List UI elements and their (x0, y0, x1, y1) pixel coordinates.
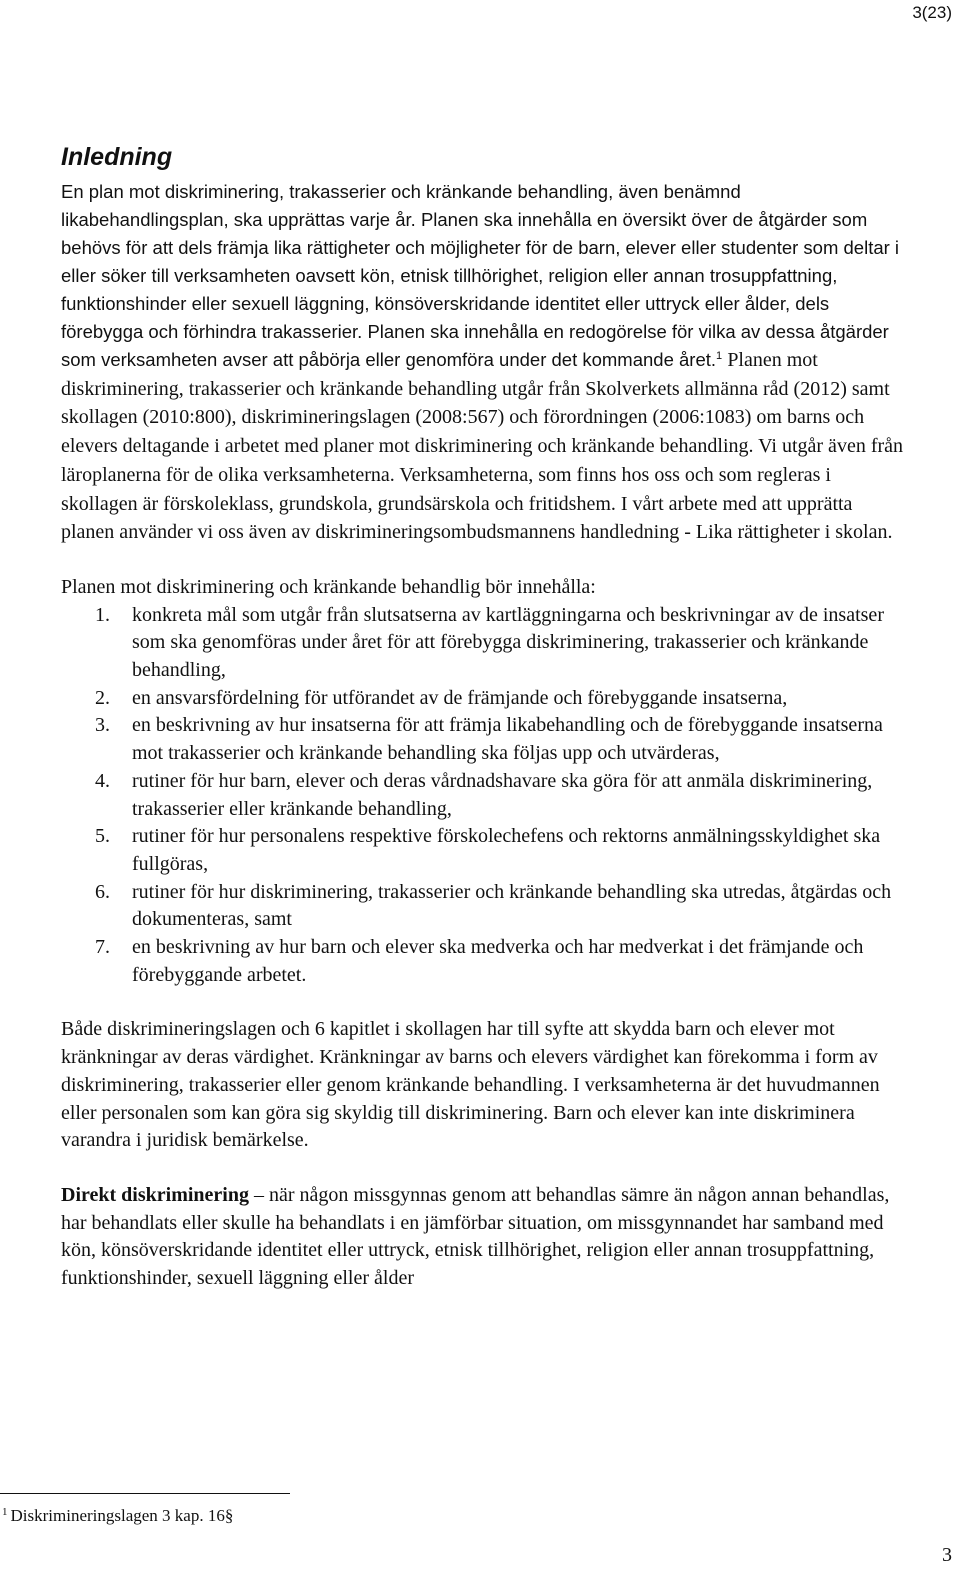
list-item (61, 602, 906, 685)
intro-sans-text: En plan mot diskriminering, trakasserier och kränkande behandling, även benämnd likabehandlingsplan, ska upprättas varje år. Planen ska innehålla en översikt över de åtgärder som behövs för att dels främja lika rättigheter och möjligheter för de barn, elever eller studenter som deltar i eller söker till verksamheten oavsett kön, etnisk tillhörighet, religion eller annan trosuppfattning, funktionshinder eller sexuell läggning, könsöverskridande identitet eller uttryck eller ålder, dels förebygga och förhindra trakasserier. Planen ska innehålla en redogörelse för vilka av dessa åtgärder som verksamheten avser att påbörja eller genomföra under det kommande året. (61, 181, 900, 370)
list-item-number: 6. (95, 880, 110, 903)
footnote-text: Diskrimineringslagen 3 kap. 16§ (10, 1506, 234, 1525)
list-item-text: en beskrivning av hur barn och elever ska medverka och har medverkat i det främjande och förebyggande arbetet. (132, 936, 864, 986)
list-item-number: 2. (95, 686, 110, 709)
requirements-list (61, 602, 906, 990)
list-item (61, 879, 906, 934)
list-item-text: rutiner för hur barn, elever och deras vårdnadshavare ska göra för att anmäla diskriminering, trakasserier eller kränkande behandling, (132, 769, 873, 820)
direct-discrimination-definition: – när någon missgynnas genom att behandlas sämre än någon annan behandlas, har behandlats eller skulle ha behandlats i en jämförbar situation, om missgynnandet har samband med kön, könsöverskridande identitet eller uttryck, etnisk tillhörighet, religion eller annan trosuppfattning, funktionshinder, sexuell läggning eller ålder (61, 1183, 890, 1290)
list-item (61, 934, 906, 989)
list-item-text: rutiner för hur personalens respektive förskolechefens och rektorns anmälningsskyldighet ska fullgöras, (132, 825, 881, 875)
direct-discrimination-paragraph (61, 1182, 906, 1293)
list-item-text: konkreta mål som utgår från slutsatserna av kartläggningarna och beskrivningar av de insatser som ska genomföras under året för att förebygga diskriminering, trakasserier och kränkande behandling, (132, 603, 884, 682)
page-number-header: 3(23) (912, 3, 952, 22)
list-item-number: 1. (95, 603, 110, 626)
footnote (2, 1506, 233, 1526)
list-item (61, 768, 906, 823)
list-item-text: en beskrivning av hur insatserna för att främja likabehandling och de förebyggande insatserna mot trakasserier och kränkande behandling ska följas upp och utvärderas, (132, 714, 883, 765)
list-item-number: 7. (95, 936, 110, 959)
intro-paragraph (61, 178, 906, 547)
footnote-divider (0, 1493, 290, 1494)
list-item-number: 3. (95, 714, 110, 737)
footnote-reference: 1 (716, 350, 723, 362)
footnote-marker: 1 (2, 1506, 8, 1518)
page-number-footer: 3 (942, 1544, 952, 1566)
direct-discrimination-term: Direkt diskriminering (61, 1183, 249, 1206)
intro-serif-text: Planen mot diskriminering, trakasserier och kränkande behandling utgår från Skolverkets allmänna råd (2012) samt skollagen (2010:800), diskrimineringslagen (2008:567) och förordningen (2006:1083) om barns och elevers deltagande i arbetet med planer mot diskriminering och kränkande behandling. Vi utgår även från läroplanerna för de olika verksamheterna. Verksamheterna, som finns hos oss och som regleras i skollagen är förskoleklass, grundskola, grundsärskola och fritidshem. I vårt arbete med att upprätta planen använder vi oss även av diskrimineringsombudsmannens handledning - Lika rättigheter i skolan. (61, 349, 904, 544)
document-body (61, 142, 906, 1293)
list-item-number: 4. (95, 769, 110, 792)
law-paragraph: Både diskrimineringslagen och 6 kapitlet i skollagen har till syfte att skydda barn och elever mot kränkningar av deras värdighet. Kränkningar av barns och elevers värdighet kan förekomma i form av diskriminering, trakasserier eller genom kränkande behandling. I verksamheterna är det huvudmannen eller personalen som kan göra sig skyldig till diskriminering. Barn och elever kan inte diskriminera varandra i juridisk bemärkelse. (61, 1018, 880, 1152)
list-item-text: rutiner för hur diskriminering, trakasserier och kränkande behandling ska utredas, åtgärdas och dokumenteras, samt (132, 880, 892, 931)
list-item-number: 5. (95, 825, 110, 848)
list-item (61, 823, 906, 878)
list-item (61, 712, 906, 767)
list-item-text: en ansvarsfördelning för utförandet av de främjande och förebyggande insatserna, (132, 686, 788, 709)
list-item (61, 685, 906, 713)
section-heading: Inledning (61, 143, 173, 171)
list-intro: Planen mot diskriminering och kränkande behandlig bör innehålla: (61, 575, 596, 598)
